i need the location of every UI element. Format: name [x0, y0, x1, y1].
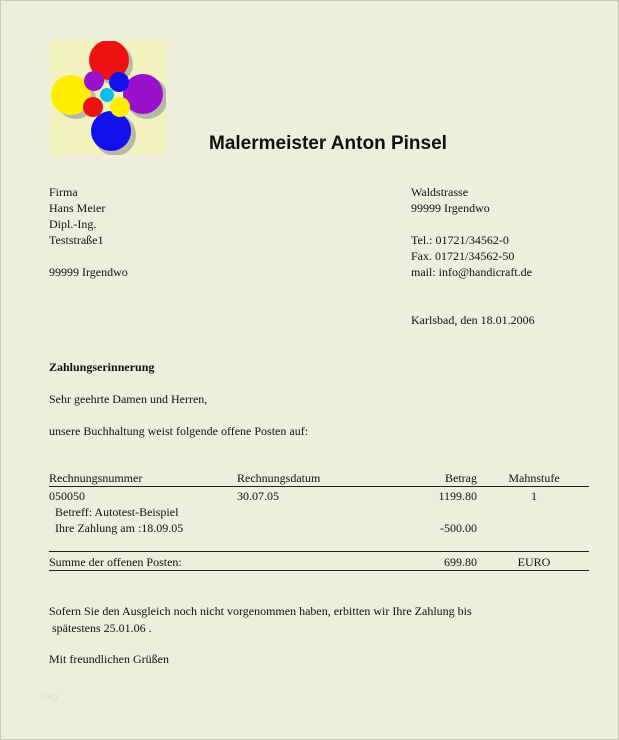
table-bottom-rule [49, 570, 589, 571]
closing-text-1: Sofern Sie den Ausgleich noch nicht vorgenommen haben, erbitten wir Ihre Zahlung bis [49, 604, 472, 618]
intro-text: unsere Buchhaltung weist folgende offene Posten auf: [49, 424, 309, 438]
table-header-rule [49, 486, 589, 487]
watermark-text: Neg [41, 691, 58, 701]
sender-email: mail: info@handicraft.de [411, 265, 533, 279]
row-amount: 1199.80 [438, 489, 477, 503]
sum-amount: 699.80 [444, 555, 477, 569]
recipient-line-2: Hans Meier [49, 201, 106, 215]
sender-phone: Tel.: 01721/34562-0 [411, 233, 509, 247]
recipient-line-4: Teststraße1 [49, 233, 104, 247]
regards: Mit freundlichen Grüßen [49, 652, 169, 666]
row-invoice-number: 050050 [49, 489, 85, 503]
paint-flower-logo-icon [50, 41, 166, 155]
row-invoice-date: 30.07.05 [237, 489, 279, 503]
table-sum-rule [49, 551, 589, 552]
sum-currency: EURO [517, 555, 551, 569]
header-invoice-date: Rechnungsdatum [237, 471, 321, 485]
recipient-line-1: Firma [49, 185, 78, 199]
date-line: Karlsbad, den 18.01.2006 [411, 313, 535, 327]
header-amount: Betrag [445, 471, 477, 485]
company-name: Malermeister Anton Pinsel [209, 133, 447, 154]
header-dunning-level: Mahnstufe [508, 471, 560, 485]
row-payment-amount: -500.00 [440, 521, 477, 535]
row-dunning-level: 1 [531, 489, 537, 503]
company-logo [50, 41, 166, 155]
closing-text-2: spätestens 25.01.06 . [52, 621, 152, 635]
sender-street: Waldstrasse [411, 185, 469, 199]
row-reference: Betreff: Autotest-Beispiel [55, 505, 179, 519]
sum-label: Summe der offenen Posten: [49, 555, 182, 569]
recipient-line-3: Dipl.-Ing. [49, 217, 97, 231]
row-payment: Ihre Zahlung am :18.09.05 [55, 521, 184, 535]
subject-line: Zahlungserinnerung [49, 360, 155, 374]
sender-city: 99999 Irgendwo [411, 201, 490, 215]
salutation: Sehr geehrte Damen und Herren, [49, 392, 208, 406]
header-invoice-number: Rechnungsnummer [49, 471, 143, 485]
sender-fax: Fax. 01721/34562-50 [411, 249, 515, 263]
recipient-line-6: 99999 Irgendwo [49, 265, 128, 279]
